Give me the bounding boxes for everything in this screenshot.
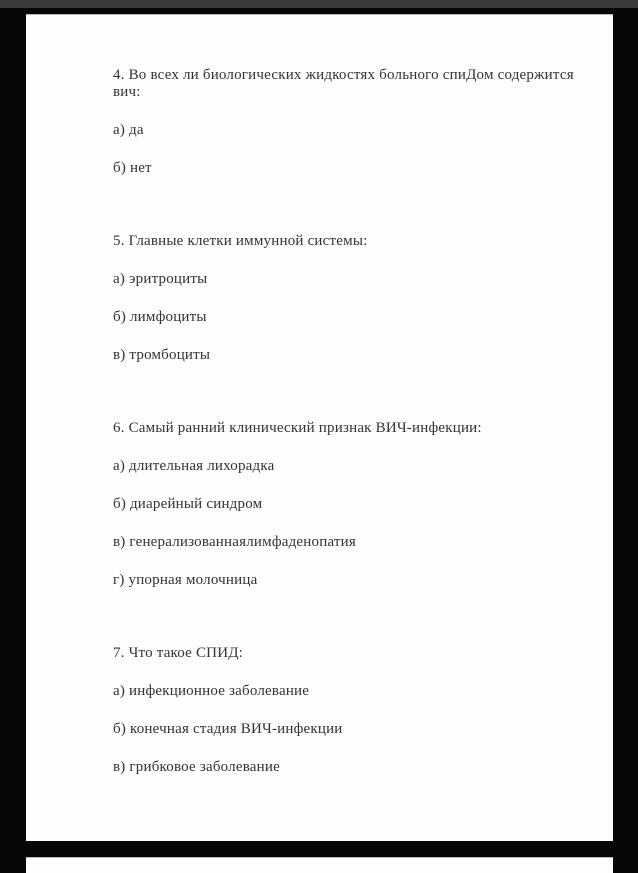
question-text: 4. Во всех ли биологических жидкостях больного спиДом содержится вич: bbox=[113, 67, 574, 100]
answer-option: в) грибковое заболевание bbox=[113, 759, 280, 775]
answer-option: а) длительная лихорадка bbox=[113, 458, 275, 474]
answer-option: г) упорная молочница bbox=[113, 572, 258, 588]
answer-option: б) диарейный синдром bbox=[113, 496, 263, 512]
next-page-edge bbox=[26, 857, 613, 873]
question-text: 6. Самый ранний клинический признак ВИЧ-инфекции: bbox=[113, 420, 482, 436]
question-text: 5. Главные клетки иммунной системы: bbox=[113, 233, 368, 249]
viewer-top-bar bbox=[0, 0, 638, 8]
answer-option: б) конечная стадия ВИЧ-инфекции bbox=[113, 721, 343, 737]
answer-option: в) генерализованнаялимфаденопатия bbox=[113, 534, 356, 550]
answer-option: в) тромбоциты bbox=[113, 347, 211, 363]
answer-option: б) нет bbox=[113, 160, 152, 176]
answer-option: а) да bbox=[113, 122, 144, 138]
question-block bbox=[113, 233, 575, 364]
answer-option: а) эритроциты bbox=[113, 271, 208, 287]
question-block bbox=[113, 420, 575, 589]
question-block bbox=[113, 645, 575, 776]
question-block bbox=[113, 67, 575, 177]
answer-option: б) лимфоциты bbox=[113, 309, 207, 325]
page-content bbox=[26, 15, 613, 776]
answer-option: а) инфекционное заболевание bbox=[113, 683, 310, 699]
document-page bbox=[26, 14, 613, 841]
question-text: 7. Что такое СПИД: bbox=[113, 645, 244, 661]
